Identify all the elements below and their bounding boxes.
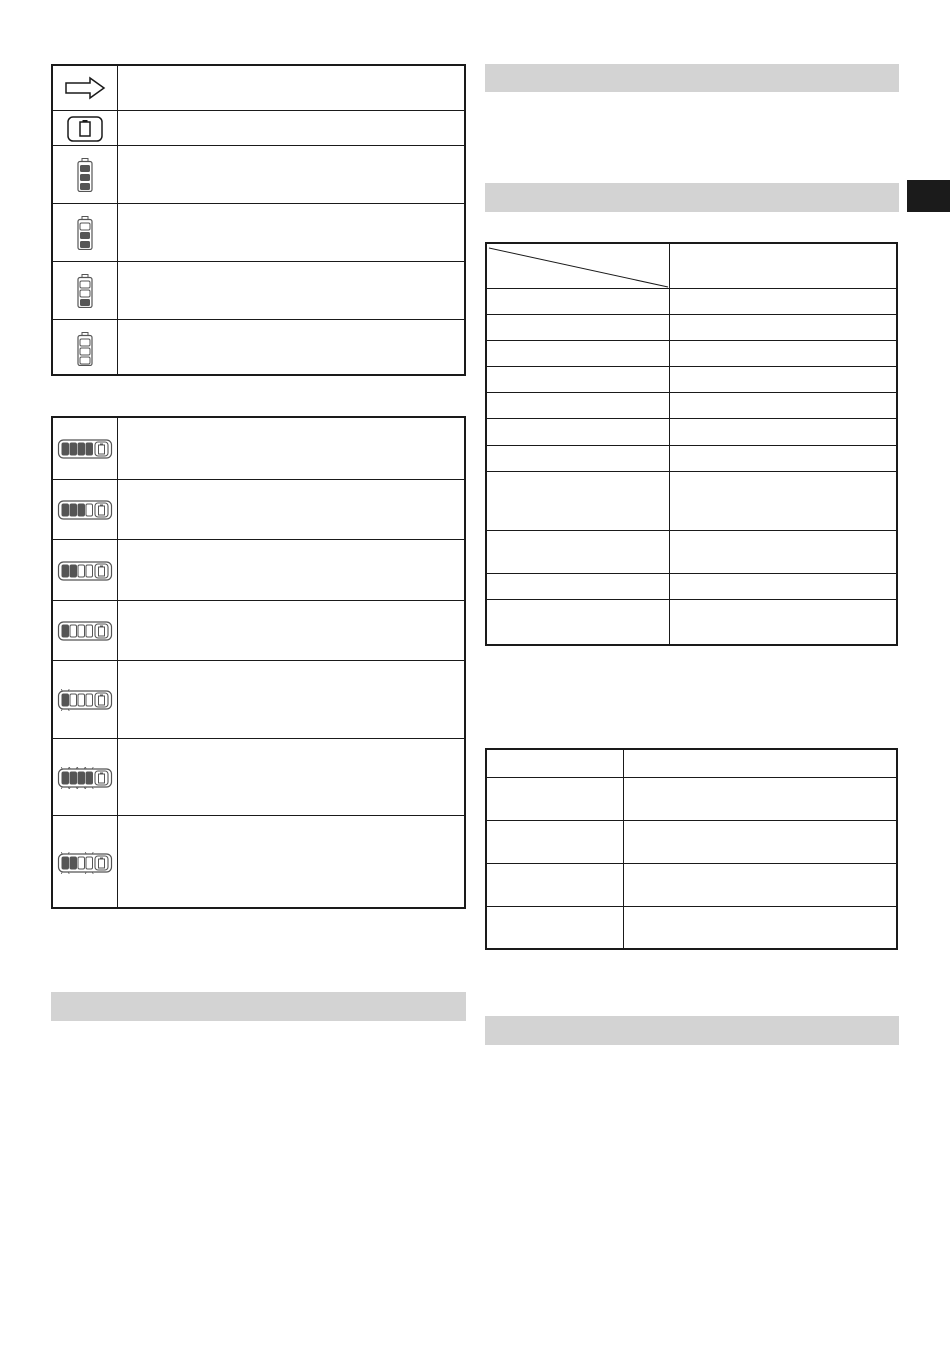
indicator-row [53, 418, 464, 479]
status-table-header-row [487, 750, 896, 777]
indicator-table [51, 416, 466, 909]
status-table [485, 748, 898, 950]
status-table-row [487, 863, 896, 907]
status-table-row [487, 820, 896, 864]
spec-table-row [487, 573, 896, 600]
battery-level-0-icon [77, 332, 93, 366]
indicator-row [53, 660, 464, 739]
spec-table-row [487, 530, 896, 574]
status-table-row [487, 777, 896, 821]
symbol-row [53, 145, 464, 204]
symbol-row [53, 203, 464, 262]
battery-outline-icon [67, 116, 103, 142]
indicator-row [53, 600, 464, 661]
section-heading-bar-4 [485, 1016, 899, 1045]
spec-table-row [487, 445, 896, 472]
indicator-row [53, 479, 464, 540]
section-heading-bar-2 [485, 183, 899, 212]
symbol-row [53, 319, 464, 377]
spec-table-row [487, 599, 896, 643]
language-tab-marker [907, 180, 950, 212]
spec-table-row [487, 340, 896, 367]
spec-table-row [487, 288, 896, 315]
spec-table-row [487, 471, 896, 531]
indicator-row [53, 738, 464, 816]
status-table-row [487, 906, 896, 951]
spec-table-row [487, 366, 896, 393]
section-heading-bar-1 [485, 64, 899, 92]
battery-level-2-icon [77, 216, 93, 250]
arrow-right-icon [64, 76, 106, 100]
spec-table-row [487, 418, 896, 446]
symbol-row [53, 261, 464, 320]
symbol-row [53, 110, 464, 146]
indicator-row [53, 539, 464, 601]
symbols-table [51, 64, 466, 376]
indicator-all-segments-blinking-icon [57, 767, 113, 789]
battery-level-1-icon [77, 274, 93, 308]
symbol-row [53, 66, 464, 110]
spec-table [485, 242, 898, 646]
indicator-2-segments-lit-icon [57, 560, 113, 582]
spec-table-row [487, 314, 896, 341]
indicator-3-segments-lit-icon [57, 499, 113, 521]
indicator-1-segment-blinking-icon [57, 689, 113, 711]
indicator-alternating-blinking-icon [57, 852, 113, 874]
indicator-4-segments-lit-icon [57, 438, 113, 460]
spec-table-row [487, 392, 896, 419]
indicator-1-segment-lit-icon [57, 620, 113, 642]
section-heading-bar-3 [51, 992, 466, 1021]
indicator-row [53, 815, 464, 910]
spec-table-header-row [487, 244, 896, 288]
battery-level-3-icon [77, 158, 93, 192]
